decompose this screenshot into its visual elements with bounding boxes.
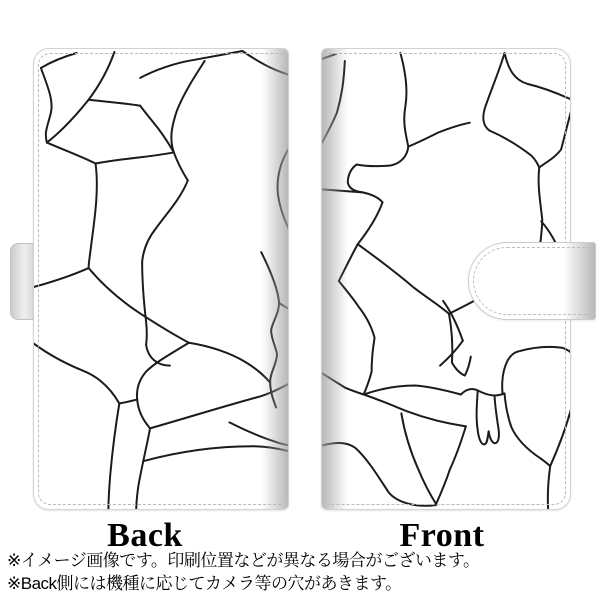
disclaimer-notes [7, 549, 480, 595]
clasp-strap-front-view [468, 242, 596, 320]
case-back-panel [33, 48, 289, 510]
front-view-label: Front [399, 517, 485, 554]
disclaimer-line-2: ※Back側には機種に応じてカメラ等の穴があきます。 [7, 574, 402, 593]
back-crack-pattern [34, 49, 288, 509]
disclaimer-line-1: ※イメージ画像です。印刷位置などが異なる場合がございます。 [7, 551, 480, 570]
clasp-strap-back-view [10, 243, 35, 320]
back-view-label: Back [107, 517, 183, 554]
clasp-strap-wrap-shading [563, 243, 595, 319]
